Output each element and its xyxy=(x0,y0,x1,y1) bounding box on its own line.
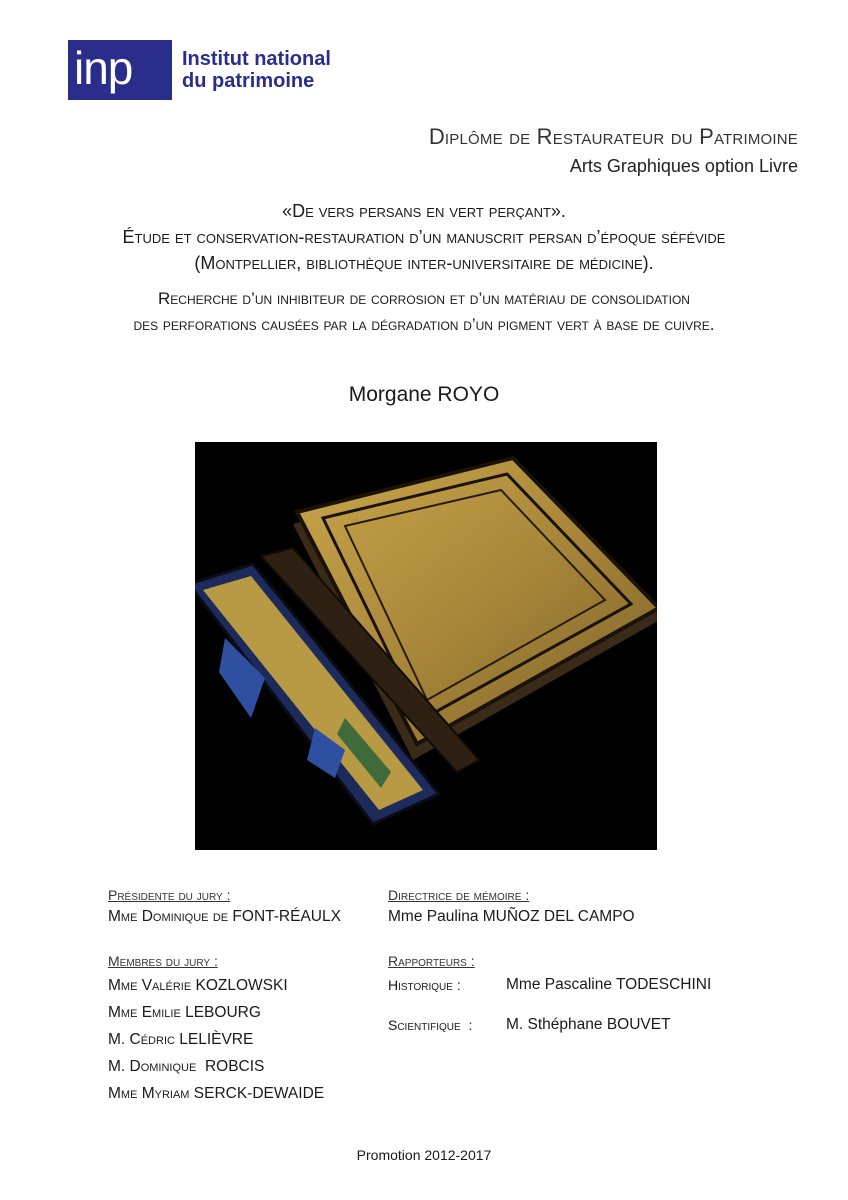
rapporteur-name: M. Sthéphane BOUVET xyxy=(506,1016,671,1033)
institution-name-line2: du patrimoine xyxy=(182,70,315,92)
diploma-block xyxy=(429,124,798,177)
president-heading: Présidente du jury : xyxy=(108,887,231,903)
manuscript-illustration xyxy=(195,442,657,850)
institution-logo xyxy=(68,40,331,100)
institution-name xyxy=(182,48,331,92)
research-line1: Recherche d’un inhibiteur de corrosion et d’un matériau de consolidation xyxy=(158,289,690,308)
jury-member: M. Dominique ROBCIS xyxy=(108,1058,265,1075)
jury-member: Mme Myriam SERCK-DEWAIDE xyxy=(108,1085,325,1102)
rapporteur-name: Mme Pascaline TODESCHINI xyxy=(506,976,712,993)
rapporteurs-section xyxy=(388,950,711,1036)
thesis-title xyxy=(0,198,848,276)
rapporteurs-heading: Rapporteurs : xyxy=(388,953,475,969)
rapporteur-role: Scientifique : xyxy=(388,1017,473,1033)
rapporteur-row xyxy=(388,974,711,996)
director-section xyxy=(388,884,635,928)
president-section xyxy=(108,884,341,928)
diploma-specialty: Arts Graphiques option Livre xyxy=(569,156,798,176)
promotion-years: Promotion 2012-2017 xyxy=(356,1147,492,1163)
diploma-title: Diplôme de Restaurateur du Patrimoine xyxy=(428,124,798,149)
inp-logo-mark: inp xyxy=(68,40,172,100)
members-section xyxy=(108,950,324,1107)
thesis-title-line1: «De vers persans en vert perçant». xyxy=(282,201,566,221)
rapporteur-row xyxy=(388,1014,711,1036)
jury-member: Mme Valérie KOZLOWSKI xyxy=(108,977,288,994)
manuscript-photo xyxy=(195,442,657,850)
rapporteur-role: Historique : xyxy=(388,977,461,993)
research-line2: des perforations causées par la dégradation d’un pigment vert à base de cuivre. xyxy=(133,315,715,334)
members-heading: Membres du jury : xyxy=(108,953,218,969)
institution-name-line1: Institut national xyxy=(182,48,331,70)
thesis-title-line2: Étude et conservation-restauration d’un manuscrit persan d’époque séfévide xyxy=(122,227,726,247)
director-heading: Directrice de mémoire : xyxy=(388,887,530,903)
thesis-title-line3: (Montpellier, bibliothèque inter-universitaire de médicine). xyxy=(194,253,654,273)
research-subtitle xyxy=(0,286,848,338)
jury-member: Mme Emilie LEBOURG xyxy=(108,1004,261,1021)
jury-member: M. Cédric LELIÈVRE xyxy=(108,1031,254,1048)
director-name: Mme Paulina MUÑOZ DEL CAMPO xyxy=(388,908,635,925)
author-name: Morgane ROYO xyxy=(348,383,500,406)
president-name: Mme Dominique de FONT-RÉAULX xyxy=(108,908,341,925)
